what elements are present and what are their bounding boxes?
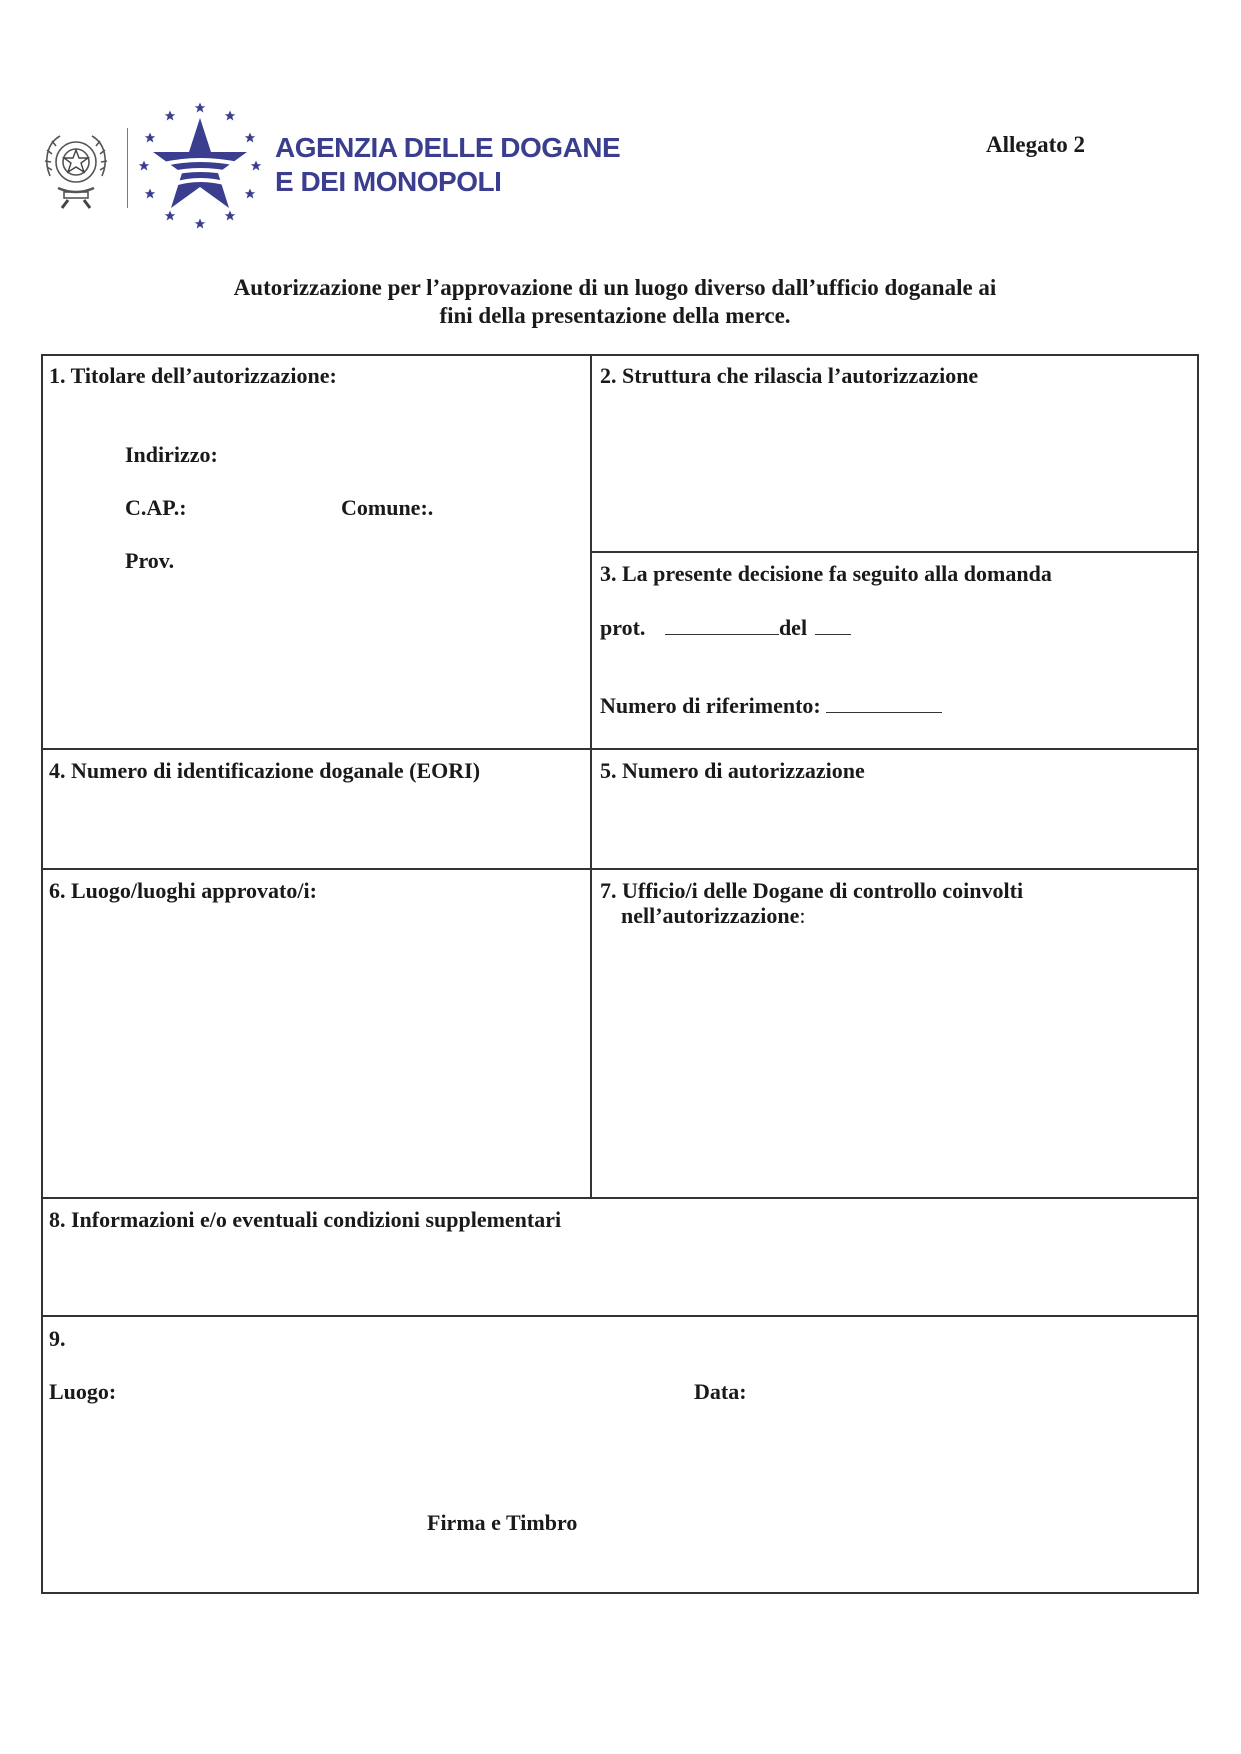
reference-number-line xyxy=(600,692,942,719)
reference-number-label: Numero di riferimento: xyxy=(600,693,821,718)
protocol-date-blank[interactable] xyxy=(815,614,851,635)
date-field-label: Data: xyxy=(694,1379,747,1404)
grid-line-2-3 xyxy=(591,551,1199,553)
box7-label-line1: 7. Ufficio/i delle Dogane di controllo coinvolti xyxy=(600,878,1024,903)
place-label: Luogo: xyxy=(49,1379,117,1404)
grid-line-row3 xyxy=(41,868,1199,870)
box5-label: 5. Numero di autorizzazione xyxy=(600,758,865,783)
signature-stamp-label: Firma e Timbro xyxy=(427,1510,578,1535)
protocol-label: prot. xyxy=(600,615,646,640)
grid-right-border xyxy=(1197,354,1199,1594)
document-title-line1: Autorizzazione per l’approvazione di un luogo diverso dall’ufficio doganale ai xyxy=(233,275,997,300)
grid-bottom-border xyxy=(41,1592,1199,1594)
annex-number: Allegato 2 xyxy=(986,132,1086,157)
header-divider xyxy=(127,128,128,208)
date-label: del xyxy=(778,615,808,640)
box1-label: 1. Titolare dell’autorizzazione: xyxy=(49,363,337,388)
agency-star-logo-icon xyxy=(130,98,270,238)
box6-label: 6. Luogo/luoghi approvato/i: xyxy=(49,878,317,903)
address-label: Indirizzo: xyxy=(125,442,218,467)
agency-name-line1: AGENZIA DELLE DOGANE xyxy=(275,132,621,163)
box3-label: 3. La presente decisione fa seguito alla domanda xyxy=(600,561,1052,586)
box4-label: 4. Numero di identificazione doganale (EORI) xyxy=(49,758,481,783)
grid-line-row2 xyxy=(41,748,1199,750)
comune-label: Comune:. xyxy=(341,495,434,520)
cap-label: C.AP.: xyxy=(125,495,187,520)
document-title xyxy=(150,274,1080,330)
grid-center-divider xyxy=(590,354,592,1198)
box7-label-line2: nell’autorizzazione: xyxy=(621,903,806,928)
document-title-line2: fini della presentazione della merce. xyxy=(439,303,791,328)
grid-top-border xyxy=(41,354,1199,356)
agency-name-line2: E DEI MONOPOLI xyxy=(275,166,502,197)
protocol-number-blank[interactable] xyxy=(665,614,779,635)
province-label: Prov. xyxy=(125,548,175,573)
grid-left-border xyxy=(41,354,43,1594)
box8-label: 8. Informazioni e/o eventuali condizioni supplementari xyxy=(49,1207,562,1232)
grid-line-row5 xyxy=(41,1315,1199,1317)
reference-number-blank[interactable] xyxy=(826,692,942,713)
italian-republic-emblem-icon xyxy=(38,126,114,210)
box9-label: 9. xyxy=(49,1326,66,1351)
box2-label: 2. Struttura che rilascia l’autorizzazione xyxy=(600,363,979,388)
protocol-line xyxy=(600,614,851,641)
grid-line-row4 xyxy=(41,1197,1199,1199)
